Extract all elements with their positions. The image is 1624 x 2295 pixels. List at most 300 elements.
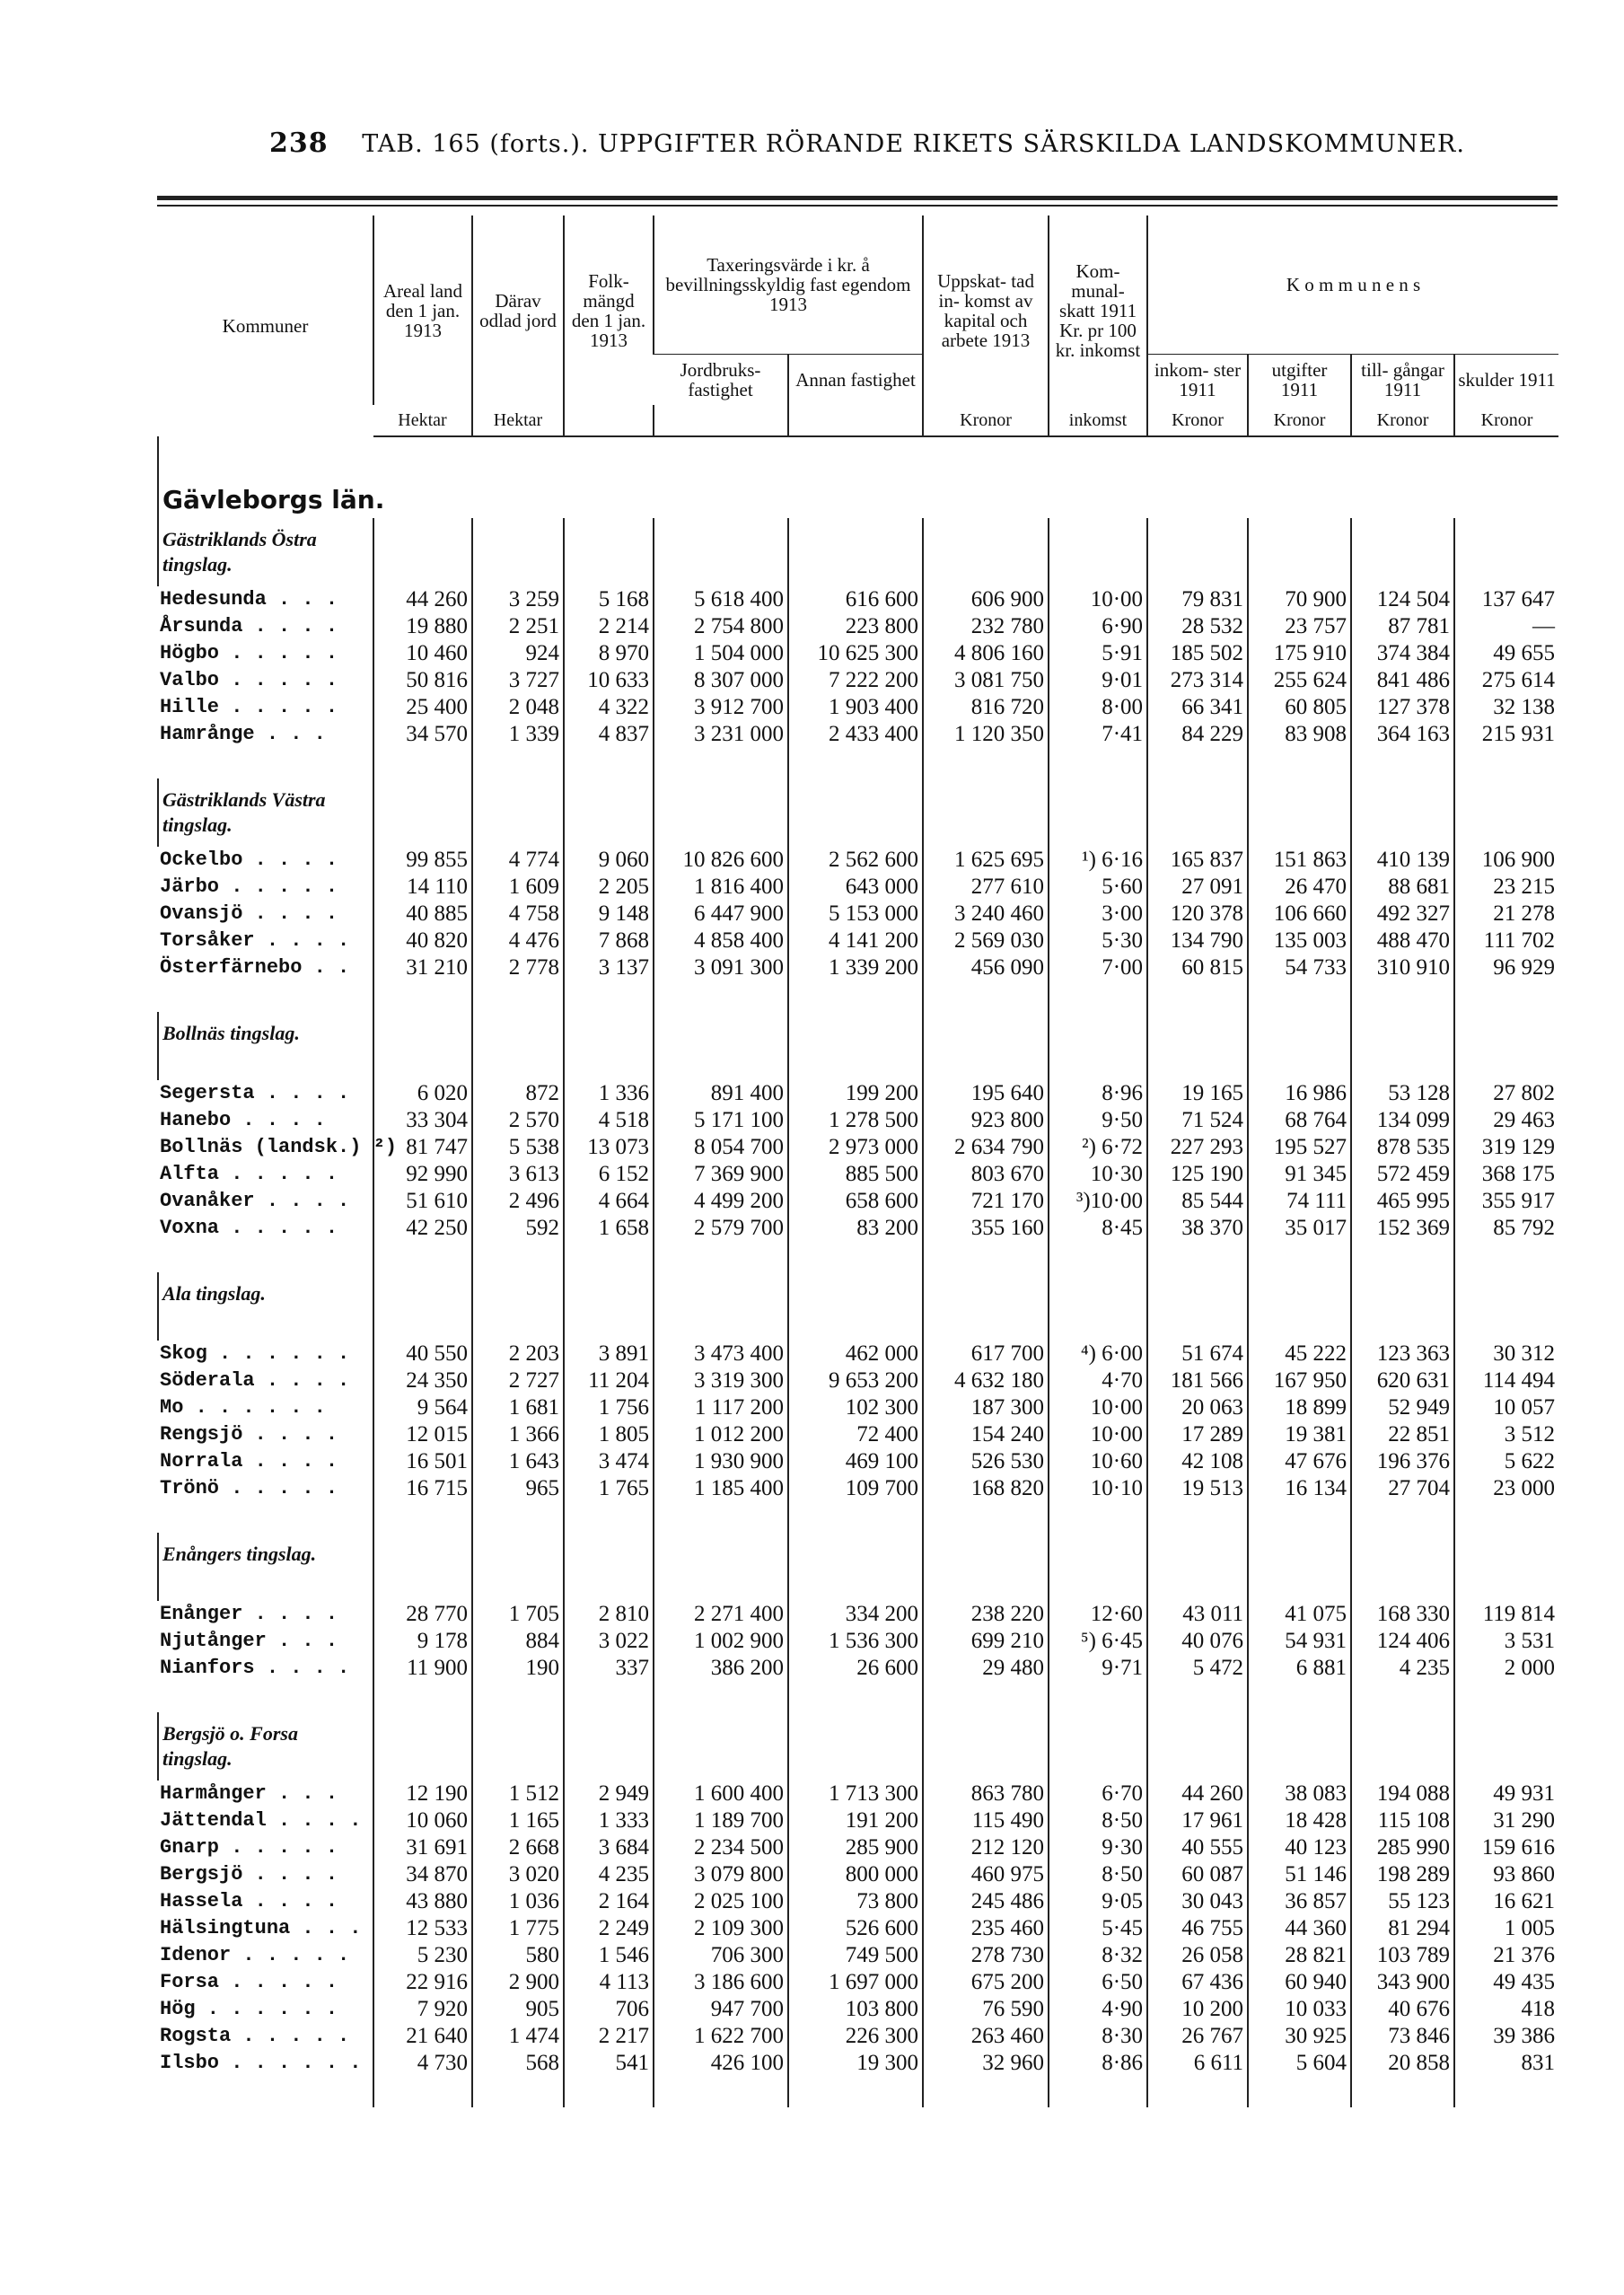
table-cell: 572 459 xyxy=(1351,1161,1454,1188)
table-row xyxy=(158,1394,1558,1421)
empty-cell xyxy=(564,778,654,847)
empty-cell xyxy=(1049,1682,1147,1712)
table-cell: 17 961 xyxy=(1147,1807,1248,1834)
table-cell: 6 447 900 xyxy=(654,901,788,928)
table-cell: 3 231 000 xyxy=(654,721,788,748)
table-cell: 10 033 xyxy=(1248,1996,1351,2023)
empty-cell xyxy=(1049,1272,1147,1341)
table-row xyxy=(158,874,1558,901)
table-cell: 12 015 xyxy=(373,1421,472,1448)
empty-cell xyxy=(472,1012,564,1080)
table-cell: 4 632 180 xyxy=(923,1367,1049,1394)
empty-cell xyxy=(654,1712,788,1781)
table-cell: 19 513 xyxy=(1147,1475,1248,1502)
table-cell: ⁵) 6·45 xyxy=(1049,1628,1147,1655)
table-cell: 368 175 xyxy=(1454,1161,1558,1188)
table-cell: 4 141 200 xyxy=(788,928,923,954)
table-cell: 1 278 500 xyxy=(788,1107,923,1134)
empty-cell xyxy=(788,1012,923,1080)
table-cell: 263 460 xyxy=(923,2023,1049,2050)
table-row xyxy=(158,1628,1558,1655)
table-cell: 4 322 xyxy=(564,694,654,721)
table-cell: 1 339 xyxy=(472,721,564,748)
empty-cell xyxy=(654,1682,788,1712)
table-cell: 541 xyxy=(564,2050,654,2077)
table-cell: 27 704 xyxy=(1351,1475,1454,1502)
table-cell: 9·50 xyxy=(1049,1107,1147,1134)
table-cell: 3 684 xyxy=(564,1834,654,1861)
empty-cell xyxy=(373,1012,472,1080)
empty-cell xyxy=(373,1533,472,1601)
empty-cell xyxy=(158,1502,373,1533)
table-cell: 643 000 xyxy=(788,874,923,901)
kommun-name: Segersta . . . . xyxy=(160,1082,350,1104)
table-cell: 134 790 xyxy=(1147,928,1248,954)
empty-cell xyxy=(1147,778,1248,847)
table-cell: 4 235 xyxy=(564,1861,654,1888)
table-cell: 3 259 xyxy=(472,586,564,613)
empty-cell xyxy=(564,1502,654,1533)
table-cell: 120 378 xyxy=(1147,901,1248,928)
table-cell: 96 929 xyxy=(1454,954,1558,981)
table-cell: 2 973 000 xyxy=(788,1134,923,1161)
table-row xyxy=(158,1421,1558,1448)
table-cell: 16 134 xyxy=(1248,1475,1351,1502)
table-cell: 2 570 xyxy=(472,1107,564,1134)
table-cell: 9 178 xyxy=(373,1628,472,1655)
table-cell: 580 xyxy=(472,1942,564,1969)
table-cell: 1 643 xyxy=(472,1448,564,1475)
table-cell: 5 618 400 xyxy=(654,586,788,613)
table-cell: 5 171 100 xyxy=(654,1107,788,1134)
table-cell: 6·50 xyxy=(1049,1969,1147,1996)
table-cell: 1 536 300 xyxy=(788,1628,923,1655)
table-cell: 232 780 xyxy=(923,613,1049,640)
empty-cell xyxy=(1351,778,1454,847)
table-cell: 1 609 xyxy=(472,874,564,901)
table-cell: 28 821 xyxy=(1248,1942,1351,1969)
table-cell: 3 891 xyxy=(564,1341,654,1367)
table-cell: 2 900 xyxy=(472,1969,564,1996)
kommun-name: Söderala . . . . xyxy=(160,1369,350,1392)
table-cell: 72 400 xyxy=(788,1421,923,1448)
table-cell: 195 640 xyxy=(923,1080,1049,1107)
table-cell: 816 720 xyxy=(923,694,1049,721)
table-cell: 706 300 xyxy=(654,1942,788,1969)
empty-cell xyxy=(1049,1242,1147,1272)
table-cell: 60 805 xyxy=(1248,694,1351,721)
table-cell: 9 148 xyxy=(564,901,654,928)
empty-cell xyxy=(472,981,564,1012)
table-cell: 85 544 xyxy=(1147,1188,1248,1215)
empty-cell xyxy=(1351,1502,1454,1533)
table-cell: 14 110 xyxy=(373,874,472,901)
table-row xyxy=(158,847,1558,874)
table-cell: 706 xyxy=(564,1996,654,2023)
table-cell: 592 xyxy=(472,1215,564,1242)
table-cell: 81 294 xyxy=(1351,1915,1454,1942)
table-body xyxy=(158,436,1558,2107)
table-cell: 26 767 xyxy=(1147,2023,1248,2050)
empty-cell xyxy=(472,1712,564,1781)
table-cell: 6 020 xyxy=(373,1080,472,1107)
empty-cell xyxy=(788,1533,923,1601)
table-cell: 1 930 900 xyxy=(654,1448,788,1475)
empty-cell xyxy=(1351,1533,1454,1601)
table-cell: 3 613 xyxy=(472,1161,564,1188)
page-number: 238 xyxy=(269,128,329,159)
table-cell: 1 705 xyxy=(472,1601,564,1628)
empty-cell xyxy=(472,748,564,778)
table-row xyxy=(158,1448,1558,1475)
table-cell: 53 128 xyxy=(1351,1080,1454,1107)
empty-cell xyxy=(1147,1242,1248,1272)
table-cell: 33 304 xyxy=(373,1107,472,1134)
empty-cell xyxy=(1351,981,1454,1012)
table-cell: 21 640 xyxy=(373,2023,472,2050)
table-cell: 190 xyxy=(472,1655,564,1682)
table-cell: 22 851 xyxy=(1351,1421,1454,1448)
table-cell: 8·50 xyxy=(1049,1861,1147,1888)
kommun-name: Årsunda . . . . xyxy=(160,615,338,638)
table-cell: 9 653 200 xyxy=(788,1367,923,1394)
table-cell: 6·70 xyxy=(1049,1781,1147,1807)
table-cell: 10·00 xyxy=(1049,1421,1147,1448)
kommun-name: Hille . . . . . xyxy=(160,696,338,718)
page-title: TAB. 165 (forts.). UPPGIFTER RÖRANDE RIKETS SÄRSKILDA LANDSKOMMUNER. xyxy=(362,130,1465,158)
table-cell: 67 436 xyxy=(1147,1969,1248,1996)
table-row xyxy=(158,1367,1558,1394)
empty-cell xyxy=(654,748,788,778)
table-cell: — xyxy=(1454,613,1558,640)
table-cell: 159 616 xyxy=(1454,1834,1558,1861)
table-cell: 88 681 xyxy=(1351,874,1454,901)
empty-cell xyxy=(1248,1272,1351,1341)
table-cell: 2 810 xyxy=(564,1601,654,1628)
table-cell: 44 360 xyxy=(1248,1915,1351,1942)
col-tillgangar: till- gångar 1911 xyxy=(1351,355,1454,406)
table-cell: 152 369 xyxy=(1351,1215,1454,1242)
empty-cell xyxy=(923,778,1049,847)
table-row xyxy=(158,613,1558,640)
table-cell: 10·60 xyxy=(1049,1448,1147,1475)
table-row xyxy=(158,694,1558,721)
table-cell: 49 435 xyxy=(1454,1969,1558,1996)
empty-cell xyxy=(654,1242,788,1272)
table-cell: 30 312 xyxy=(1454,1341,1558,1367)
table-cell: 273 314 xyxy=(1147,667,1248,694)
empty-cell xyxy=(1049,1502,1147,1533)
table-cell: 4 806 160 xyxy=(923,640,1049,667)
empty-cell xyxy=(1454,1012,1558,1080)
table-cell: 1 658 xyxy=(564,1215,654,1242)
kommun-name: Gnarp . . . . . xyxy=(160,1836,338,1859)
empty-cell xyxy=(923,1012,1049,1080)
empty-cell xyxy=(1049,748,1147,778)
empty-cell xyxy=(158,981,373,1012)
table-cell: 195 527 xyxy=(1248,1134,1351,1161)
table-cell: 9·05 xyxy=(1049,1888,1147,1915)
table-cell: 923 800 xyxy=(923,1107,1049,1134)
table-cell: 16 501 xyxy=(373,1448,472,1475)
table-cell: 181 566 xyxy=(1147,1367,1248,1394)
empty-cell xyxy=(654,1533,788,1601)
table-cell: 1 189 700 xyxy=(654,1807,788,1834)
table-cell: 2 234 500 xyxy=(654,1834,788,1861)
table-cell: 168 330 xyxy=(1351,1601,1454,1628)
table-cell: 199 200 xyxy=(788,1080,923,1107)
kommun-name: Skog . . . . . . xyxy=(160,1342,350,1365)
table-cell: 285 900 xyxy=(788,1834,923,1861)
table-cell: 40 550 xyxy=(373,1341,472,1367)
empty-cell xyxy=(788,518,923,586)
table-cell: 1 366 xyxy=(472,1421,564,1448)
empty-cell xyxy=(1454,2077,1558,2107)
table-cell: 278 730 xyxy=(923,1942,1049,1969)
table-cell: 125 190 xyxy=(1147,1161,1248,1188)
empty-cell xyxy=(1248,518,1351,586)
table-cell: 5·91 xyxy=(1049,640,1147,667)
unit-blank xyxy=(564,405,654,436)
table-cell: 36 857 xyxy=(1248,1888,1351,1915)
empty-cell xyxy=(472,2077,564,2107)
table-cell: 4·90 xyxy=(1049,1996,1147,2023)
table-cell: 343 900 xyxy=(1351,1969,1454,1996)
table-cell: 884 xyxy=(472,1628,564,1655)
header-rule xyxy=(157,196,1558,200)
empty-cell xyxy=(1248,1533,1351,1601)
table-cell: 2 778 xyxy=(472,954,564,981)
table-cell: 8·96 xyxy=(1049,1080,1147,1107)
empty-cell xyxy=(158,748,373,778)
table-cell: 26 470 xyxy=(1248,874,1351,901)
table-cell: 60 815 xyxy=(1147,954,1248,981)
empty-cell xyxy=(1454,1242,1558,1272)
unit-kronor: Kronor xyxy=(1454,405,1558,436)
group-spacer xyxy=(158,981,1558,1012)
table-cell: 872 xyxy=(472,1080,564,1107)
table-cell: 4 837 xyxy=(564,721,654,748)
table-cell: 103 800 xyxy=(788,1996,923,2023)
empty-cell xyxy=(1147,981,1248,1012)
col-jordbruk: Jordbruks- fastighet xyxy=(654,355,788,406)
table-cell: 51 610 xyxy=(373,1188,472,1215)
kommun-name: Mo . . . . . . xyxy=(160,1396,326,1419)
table-cell: 1 765 xyxy=(564,1475,654,1502)
table-cell: 526 530 xyxy=(923,1448,1049,1475)
table-cell: 34 870 xyxy=(373,1861,472,1888)
unit-inkomst: inkomst xyxy=(1049,405,1147,436)
table-cell: 13 073 xyxy=(564,1134,654,1161)
table-cell: 43 011 xyxy=(1147,1601,1248,1628)
table-cell: 5·45 xyxy=(1049,1915,1147,1942)
kommun-name: Hedesunda . . . xyxy=(160,588,338,611)
kommun-name: Österfärnebo . . xyxy=(160,956,350,979)
table-cell: 5·60 xyxy=(1049,874,1147,901)
table-cell: 2 000 xyxy=(1454,1655,1558,1682)
table-row xyxy=(158,667,1558,694)
empty-cell xyxy=(1049,518,1147,586)
table-cell: 965 xyxy=(472,1475,564,1502)
empty-cell xyxy=(373,1242,472,1272)
table-cell: 905 xyxy=(472,1996,564,2023)
table-cell: ¹) 6·16 xyxy=(1049,847,1147,874)
table-cell: 19 880 xyxy=(373,613,472,640)
table-cell: 91 345 xyxy=(1248,1161,1351,1188)
table-cell: 7 920 xyxy=(373,1996,472,2023)
table-cell: 27 802 xyxy=(1454,1080,1558,1107)
table-cell: 19 165 xyxy=(1147,1080,1248,1107)
table-row xyxy=(158,640,1558,667)
table-cell: 12·60 xyxy=(1049,1601,1147,1628)
empty-cell xyxy=(923,1682,1049,1712)
table-cell: 7 222 200 xyxy=(788,667,923,694)
table-cell: 196 376 xyxy=(1351,1448,1454,1475)
group-spacer xyxy=(158,1242,1558,1272)
table-cell: 109 700 xyxy=(788,1475,923,1502)
empty-cell xyxy=(1454,748,1558,778)
table-cell: 30 043 xyxy=(1147,1888,1248,1915)
group-spacer xyxy=(158,1682,1558,1712)
empty-cell xyxy=(373,518,472,586)
col-kommuner: Kommuner xyxy=(222,315,309,337)
district-name: Enångers tingslag. xyxy=(158,1533,373,1601)
unit-hektar: Hektar xyxy=(472,405,564,436)
kommun-name: Ockelbo . . . . xyxy=(160,849,338,871)
table-cell: 168 820 xyxy=(923,1475,1049,1502)
table-cell: 6 152 xyxy=(564,1161,654,1188)
kommun-name: Njutånger . . . xyxy=(160,1630,338,1652)
empty-cell xyxy=(472,1242,564,1272)
table-cell: 49 931 xyxy=(1454,1781,1558,1807)
kommun-name: Norrala . . . . xyxy=(160,1450,338,1473)
empty-cell xyxy=(564,1533,654,1601)
empty-cell xyxy=(1049,1533,1147,1601)
table-cell: 191 200 xyxy=(788,1807,923,1834)
table-cell: 1 512 xyxy=(472,1781,564,1807)
table-cell: 30 925 xyxy=(1248,2023,1351,2050)
kommun-name: Idenor . . . . . xyxy=(160,1944,350,1966)
empty-cell xyxy=(1351,518,1454,586)
empty-cell xyxy=(1147,2077,1248,2107)
table-cell: 39 386 xyxy=(1454,2023,1558,2050)
unit-blank xyxy=(654,405,788,436)
table-cell: 12 533 xyxy=(373,1915,472,1942)
table-cell: 92 990 xyxy=(373,1161,472,1188)
table-cell: 2 217 xyxy=(564,2023,654,2050)
table-cell: 1 816 400 xyxy=(654,874,788,901)
unit-hektar: Hektar xyxy=(373,405,472,436)
table-row xyxy=(158,1888,1558,1915)
empty-cell xyxy=(788,1682,923,1712)
table-cell: 70 900 xyxy=(1248,586,1351,613)
table-cell: 277 610 xyxy=(923,874,1049,901)
table-cell: 124 406 xyxy=(1351,1628,1454,1655)
empty-cell xyxy=(654,778,788,847)
table-row xyxy=(158,1942,1558,1969)
table-cell: 1 622 700 xyxy=(654,2023,788,2050)
table-cell: 410 139 xyxy=(1351,847,1454,874)
table-cell: 2 251 xyxy=(472,613,564,640)
kommun-name: Hanebo . . . . xyxy=(160,1109,326,1131)
kommun-name: Ovansjö . . . . xyxy=(160,902,338,925)
table-cell: 44 260 xyxy=(373,586,472,613)
table-cell: 2 025 100 xyxy=(654,1888,788,1915)
table-cell: 52 949 xyxy=(1351,1394,1454,1421)
empty-cell xyxy=(472,1502,564,1533)
table-cell: 1 681 xyxy=(472,1394,564,1421)
empty-cell xyxy=(788,1502,923,1533)
table-cell: 2 727 xyxy=(472,1367,564,1394)
table-cell: 9·30 xyxy=(1049,1834,1147,1861)
table-row xyxy=(158,1134,1558,1161)
kommun-name: Nianfors . . . . xyxy=(160,1657,350,1679)
district-name: Gästriklands Västra tingslag. xyxy=(158,778,373,847)
table-row xyxy=(158,1161,1558,1188)
empty-cell xyxy=(923,1533,1049,1601)
empty-cell xyxy=(472,1682,564,1712)
table-cell: 38 370 xyxy=(1147,1215,1248,1242)
table-cell: 8·00 xyxy=(1049,694,1147,721)
table-cell: 10 060 xyxy=(373,1807,472,1834)
table-cell: 1 165 xyxy=(472,1807,564,1834)
empty-cell xyxy=(788,1712,923,1781)
table-cell: 40 885 xyxy=(373,901,472,928)
col-utgifter: utgifter 1911 xyxy=(1248,355,1351,406)
table-cell: 40 555 xyxy=(1147,1834,1248,1861)
table-row xyxy=(158,901,1558,928)
table-cell: 73 846 xyxy=(1351,2023,1454,2050)
table-row xyxy=(158,1969,1558,1996)
table-cell: 26 600 xyxy=(788,1655,923,1682)
district-heading-row xyxy=(158,1272,1558,1341)
table-cell: 1 756 xyxy=(564,1394,654,1421)
table-cell: 115 108 xyxy=(1351,1807,1454,1834)
table-row xyxy=(158,1107,1558,1134)
header-rule-thin xyxy=(157,205,1558,207)
empty-cell xyxy=(1049,778,1147,847)
empty-cell xyxy=(564,981,654,1012)
table-cell: 68 764 xyxy=(1248,1107,1351,1134)
table-cell: 10·00 xyxy=(1049,586,1147,613)
table-cell: 2 109 300 xyxy=(654,1915,788,1942)
district-heading-row xyxy=(158,518,1558,586)
table-cell: 226 300 xyxy=(788,2023,923,2050)
table-cell: 5 604 xyxy=(1248,2050,1351,2077)
table-cell: 40 820 xyxy=(373,928,472,954)
empty-cell xyxy=(1248,1242,1351,1272)
table-cell: 3 091 300 xyxy=(654,954,788,981)
table-cell: 135 003 xyxy=(1248,928,1351,954)
table-cell: 418 xyxy=(1454,1996,1558,2023)
kommun-name: Hög . . . . . . xyxy=(160,1998,338,2020)
table-cell: 3 912 700 xyxy=(654,694,788,721)
empty-cell xyxy=(564,1682,654,1712)
table-cell: 23 215 xyxy=(1454,874,1558,901)
table-cell: 235 460 xyxy=(923,1915,1049,1942)
table-cell: 6·90 xyxy=(1049,613,1147,640)
table-cell: 16 621 xyxy=(1454,1888,1558,1915)
table-cell: 79 831 xyxy=(1147,586,1248,613)
table-cell: 3 531 xyxy=(1454,1628,1558,1655)
table-cell: 1 117 200 xyxy=(654,1394,788,1421)
table-cell: 526 600 xyxy=(788,1915,923,1942)
table-cell: 10·10 xyxy=(1049,1475,1147,1502)
table-cell: 194 088 xyxy=(1351,1781,1454,1807)
table-cell: 675 200 xyxy=(923,1969,1049,1996)
table-cell: 337 xyxy=(564,1655,654,1682)
kommun-name: Ilsbo . . . . . . xyxy=(160,2052,362,2074)
